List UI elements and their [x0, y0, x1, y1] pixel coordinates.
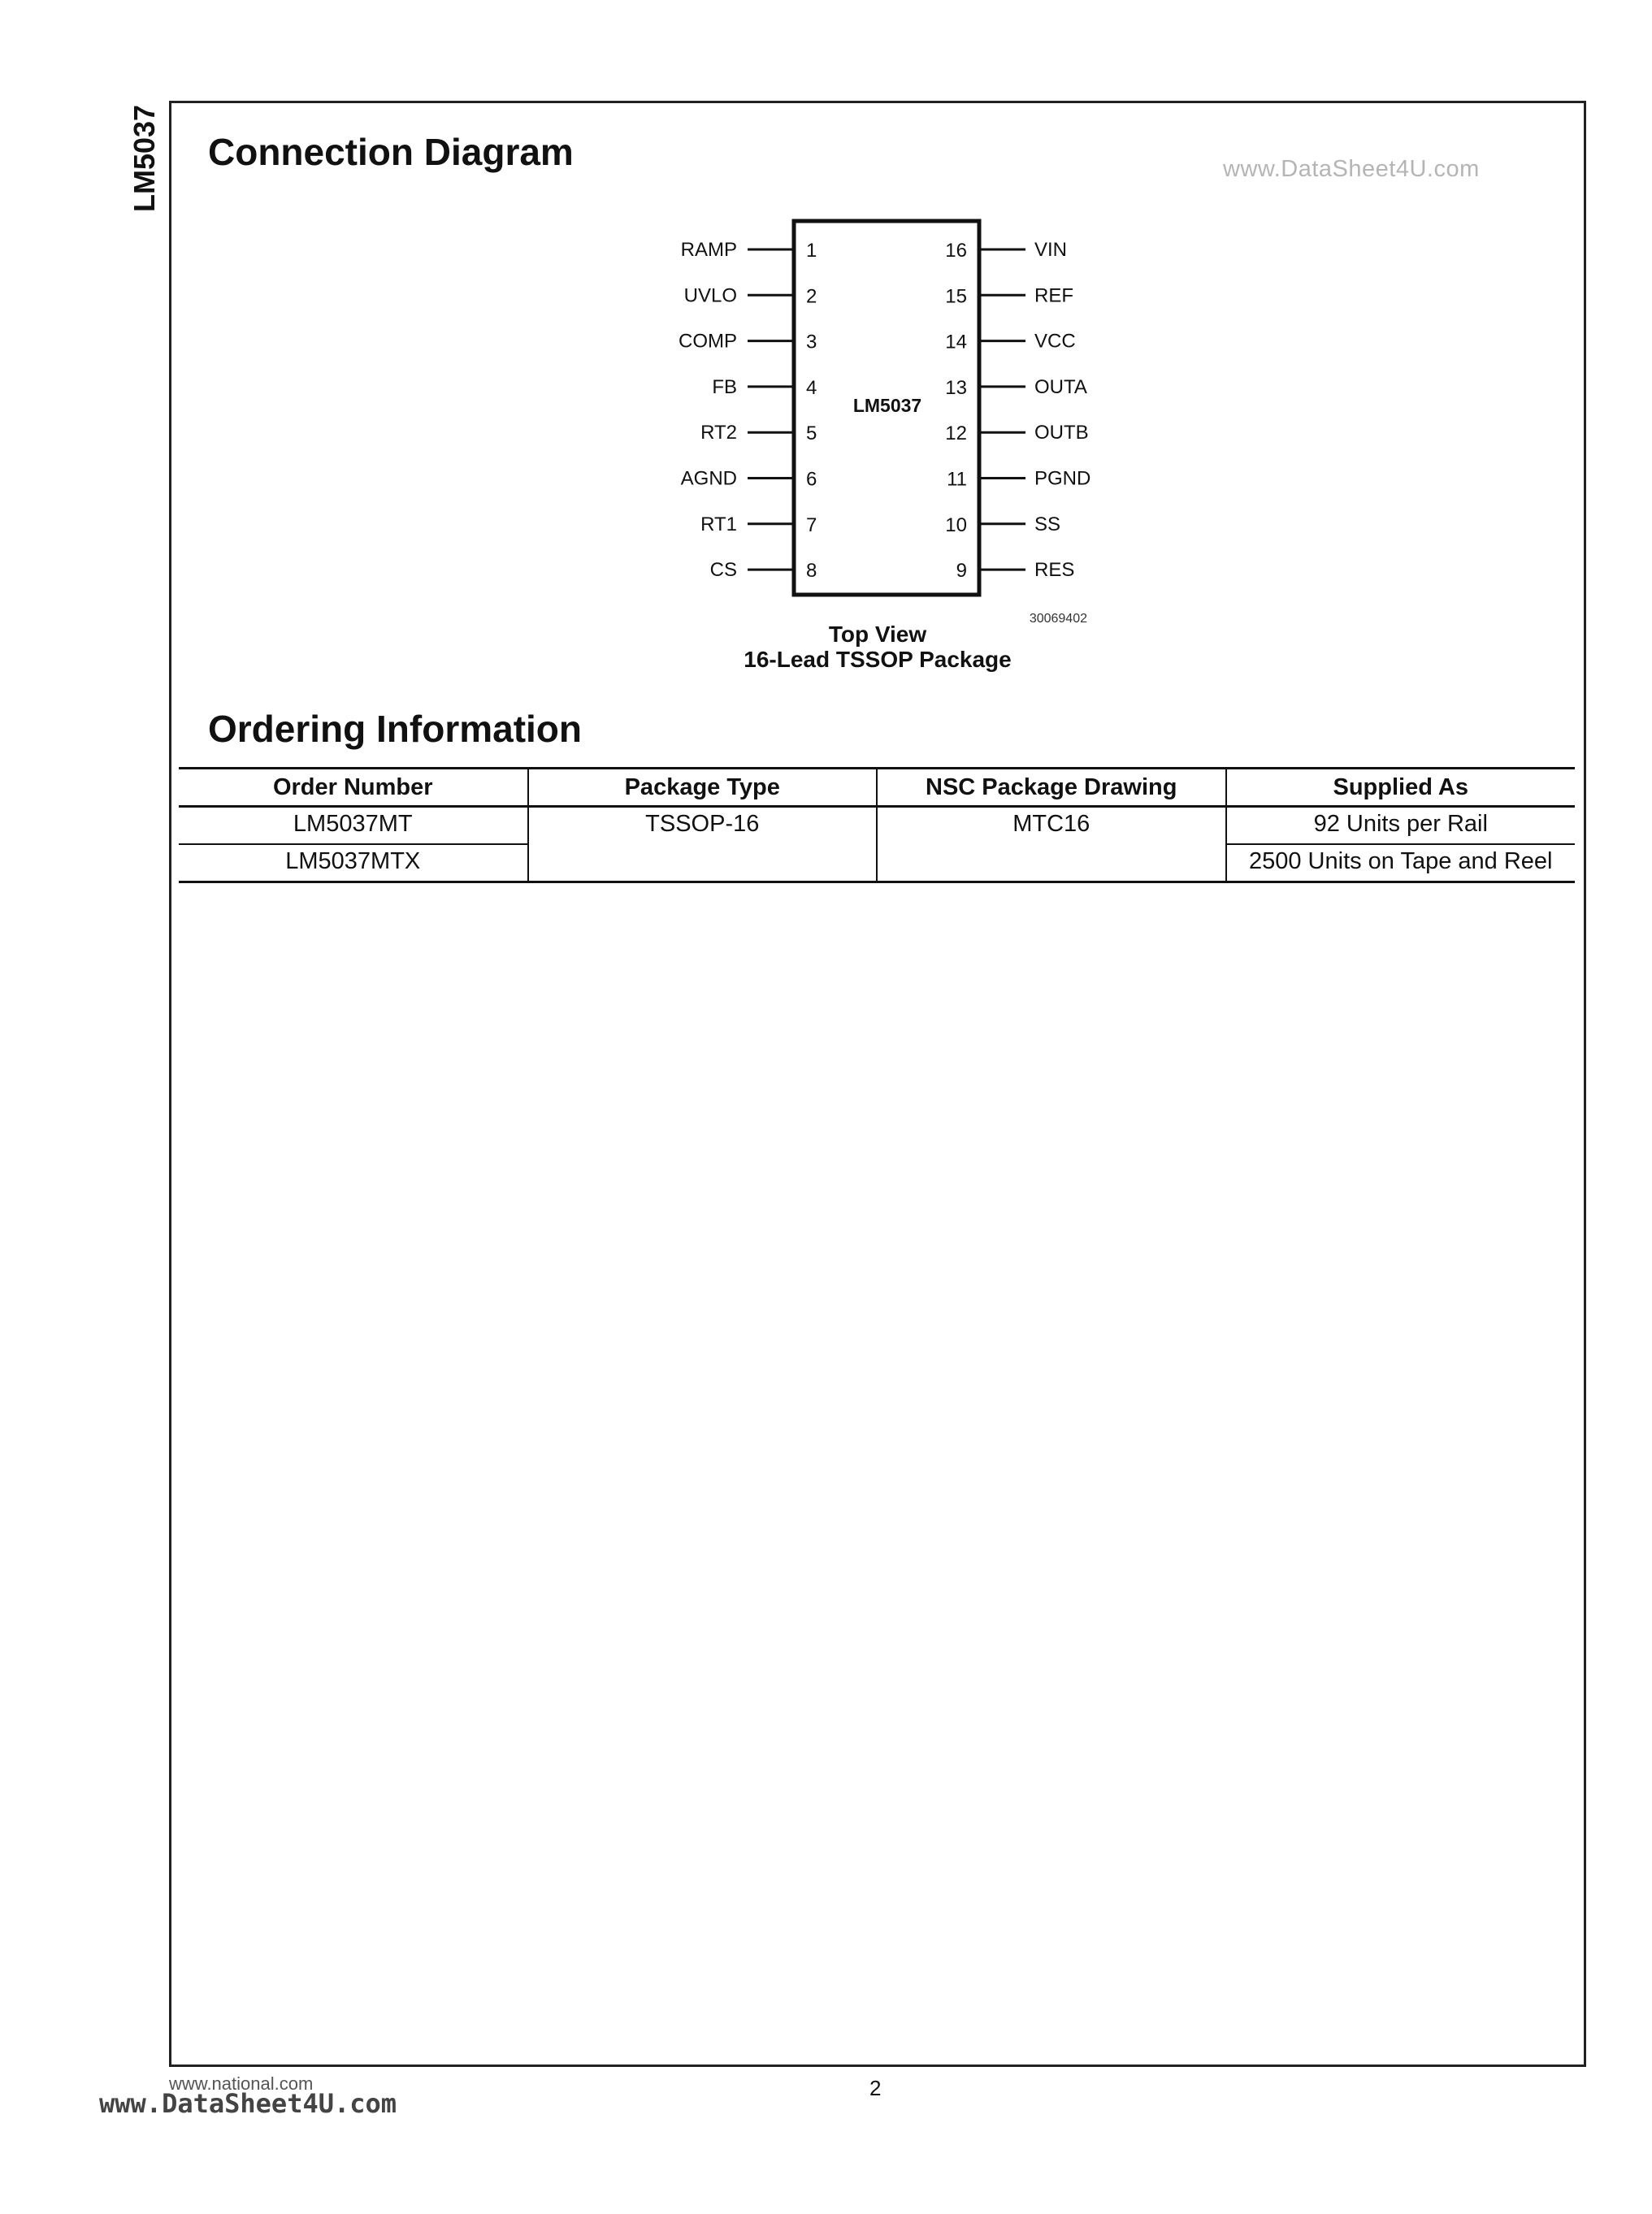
pin-label: VIN [1034, 239, 1068, 261]
pin-number: 16 [945, 240, 967, 262]
pin-number: 6 [806, 468, 817, 491]
package-drawing-cell: MTC16 [877, 807, 1226, 882]
pin-number: 5 [806, 422, 817, 445]
pin-label: VCC [1034, 330, 1076, 353]
header-package-type: Package Type [528, 769, 878, 807]
table-row [179, 807, 1575, 845]
ordering-information-heading: Ordering Information [208, 708, 582, 750]
pin-number: 14 [945, 331, 967, 353]
header-order-number: Order Number [179, 769, 528, 807]
watermark-top: www.DataSheet4U.com [1223, 156, 1480, 182]
pin-label: AGND [680, 467, 737, 490]
supplied-as-cell: 2500 Units on Tape and Reel [1226, 844, 1576, 882]
side-part-number [120, 102, 169, 215]
pin-label: RT2 [700, 422, 737, 444]
pin-label: CS [709, 559, 737, 582]
side-part-number-text: LM5037 [128, 104, 161, 213]
pin-number: 2 [806, 285, 817, 308]
pin-label: RES [1034, 559, 1075, 582]
pin-label: OUTB [1034, 422, 1089, 444]
connection-diagram [650, 207, 1105, 678]
pin-label: FB [712, 375, 737, 398]
pin-label: SS [1034, 513, 1061, 535]
table-header-row [179, 769, 1575, 807]
diagram-caption-package: 16-Lead TSSOP Package [744, 647, 1012, 672]
pin-number: 8 [806, 560, 817, 583]
pin-number: 4 [806, 376, 817, 399]
footer-url[interactable]: www.national.com [169, 2073, 314, 2094]
connection-diagram-heading: Connection Diagram [208, 131, 574, 173]
pin-number: 3 [806, 331, 817, 353]
ordering-table [179, 767, 1575, 883]
pin-label: RT1 [700, 513, 737, 535]
pin-number: 1 [806, 240, 817, 262]
supplied-as-cell: 92 Units per Rail [1226, 807, 1576, 845]
pin-number: 10 [945, 513, 967, 536]
pin-number: 15 [945, 285, 967, 308]
chip-name: LM5037 [852, 395, 922, 416]
package-type-cell: TSSOP-16 [528, 807, 878, 882]
header-nsc-package-drawing: NSC Package Drawing [877, 769, 1226, 807]
pin-number: 12 [945, 422, 967, 445]
pin-number: 7 [806, 513, 817, 536]
order-number-cell: LM5037MTX [179, 844, 528, 882]
pin-label: PGND [1034, 467, 1091, 490]
pin-label: RAMP [680, 239, 737, 261]
pin-number: 9 [956, 560, 967, 583]
pin-number: 13 [945, 376, 967, 399]
pin-label: OUTA [1034, 375, 1087, 398]
diagram-caption-view: Top View [828, 622, 927, 647]
pin-label: UVLO [683, 284, 737, 307]
page-number: 2 [869, 2076, 882, 2100]
pin-number: 11 [947, 468, 967, 491]
order-number-cell: LM5037MT [179, 807, 528, 845]
pin-label: REF [1034, 284, 1073, 307]
header-supplied-as: Supplied As [1226, 769, 1576, 807]
figure-id: 30069402 [1029, 612, 1087, 626]
footer-watermark: www.DataSheet4U.com [99, 2088, 397, 2119]
pin-label: COMP [679, 330, 737, 353]
chip-pinout-svg [650, 207, 1105, 678]
